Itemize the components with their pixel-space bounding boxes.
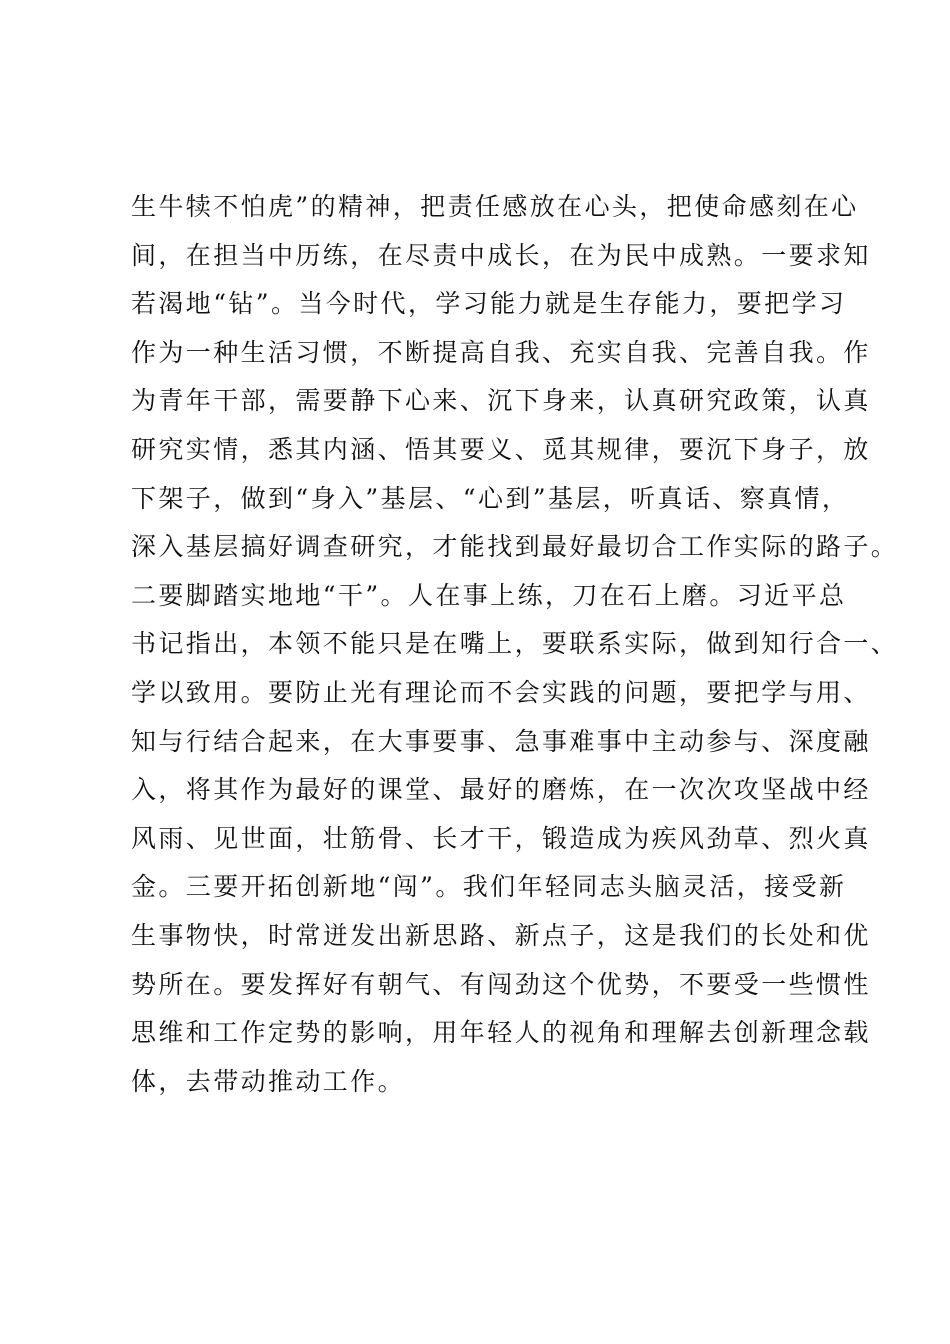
text-line: 若渴地“钻”。当今时代，学习能力就是生存能力，要把学习 [131, 289, 847, 319]
body-text [131, 183, 899, 1106]
text-line: 势所在。要发挥好有朝气、有闯劲这个优势，不要受一些惯性 [131, 969, 871, 999]
text-line: 金。三要开拓创新地“闯”。我们年轻同志头脑灵活，接受新 [131, 872, 847, 902]
text-line: 生牛犊不怕虎”的精神，把责任感放在心头，把使命感刻在心 [131, 192, 859, 221]
text-line: 作为一种生活习惯，不断提高自我、充实自我、完善自我。作 [131, 337, 871, 367]
text-line: 二要脚踏实地地“干”。人在事上练，刀在石上磨。习近平总 [131, 580, 847, 610]
text-line: 学以致用。要防止光有理论而不会实践的问题，要把学与用、 [131, 677, 871, 707]
text-line: 书记指出，本领不能只是在嘴上，要联系实际，做到知行合一、 [131, 629, 899, 659]
text-line: 风雨、见世面，壮筋骨、长才干，锻造成为疾风劲草、烈火真 [131, 823, 871, 853]
text-line: 下架子，做到“身入”基层、“心到”基层，听真话、察真情， [131, 483, 850, 513]
text-line: 生事物快，时常迸发出新思路、新点子，这是我们的长处和优 [131, 920, 871, 950]
text-line: 入，将其作为最好的课堂、最好的磨炼，在一次次攻坚战中经 [131, 775, 871, 805]
text-line: 思维和工作定势的影响，用年轻人的视角和理解去创新理念载 [131, 1018, 871, 1048]
text-line: 体，去带动推动工作。 [131, 1066, 406, 1096]
text-line: 研究实情，悉其内涵、悟其要义、觅其规律，要沉下身子，放 [131, 434, 871, 464]
text-line: 知与行结合起来，在大事要事、急事难事中主动参与、深度融 [131, 726, 871, 756]
text-line: 间，在担当中历练，在尽责中成长，在为民中成熟。一要求知 [131, 240, 871, 270]
text-line: 深入基层搞好调查研究，才能找到最好最切合工作实际的路子。 [131, 532, 899, 562]
text-line: 为青年干部，需要静下心来、沉下身来，认真研究政策，认真 [131, 386, 871, 416]
